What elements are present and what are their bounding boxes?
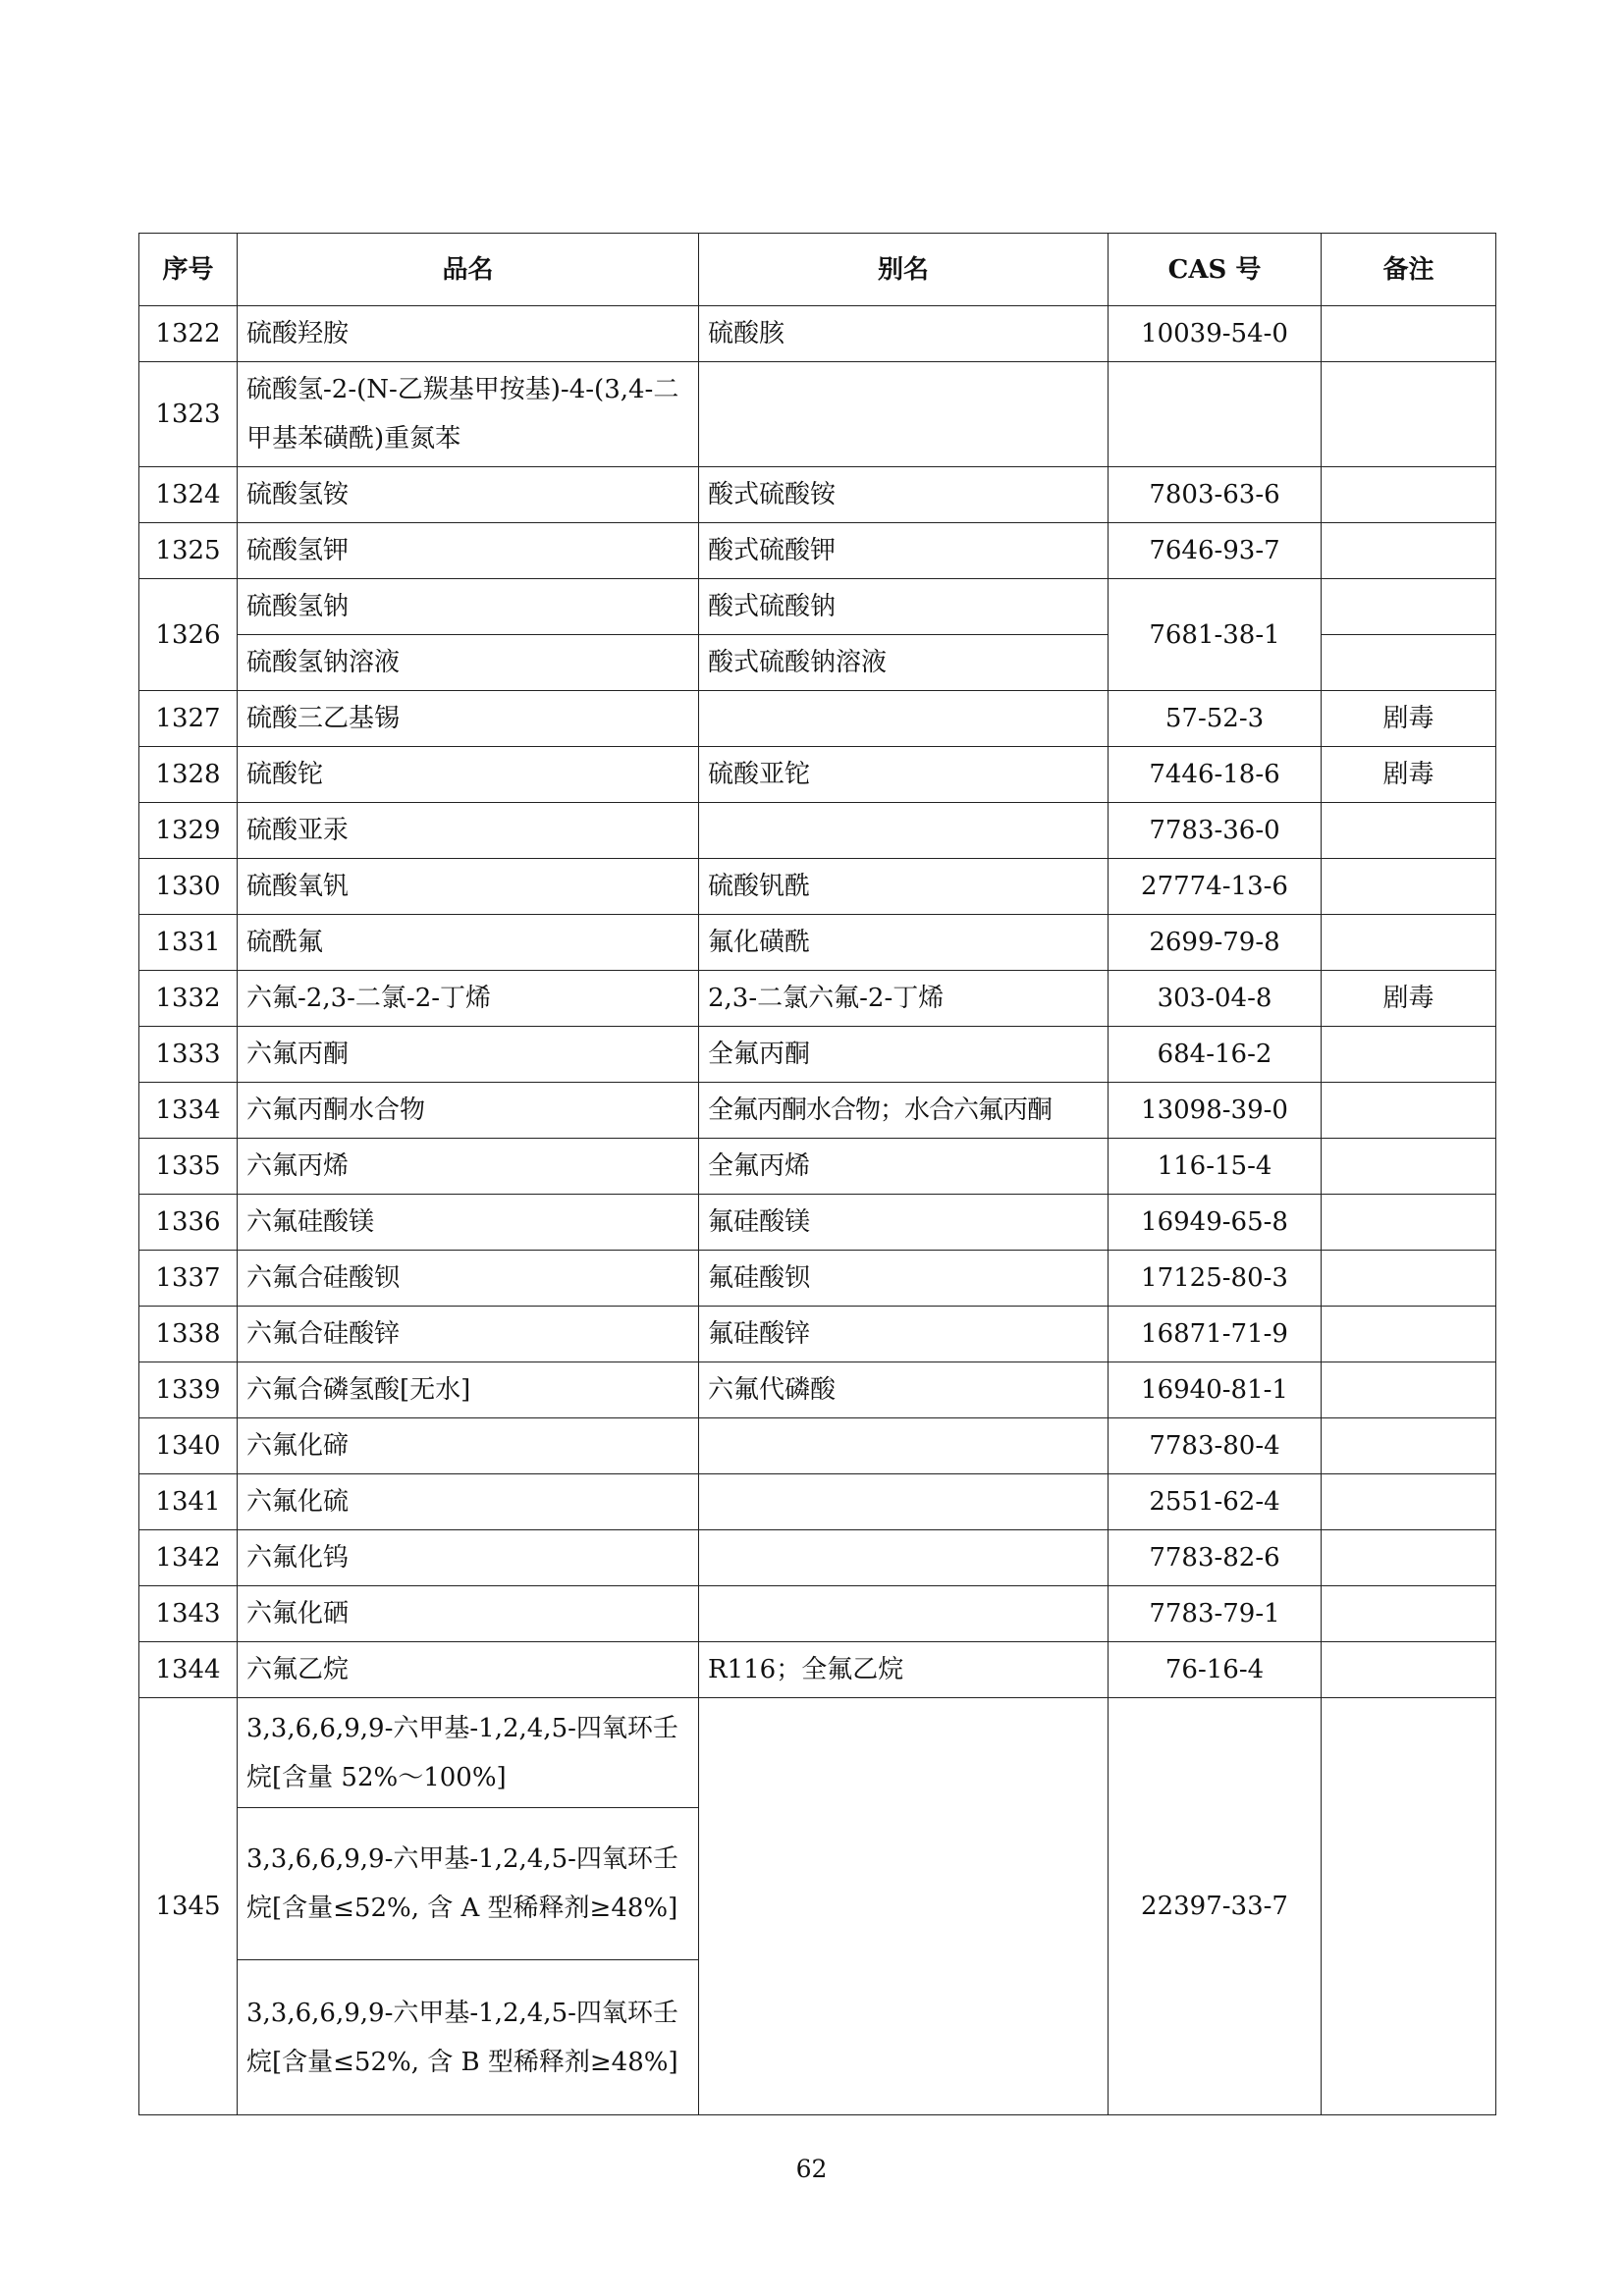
cell-no: 1344 <box>139 1642 238 1698</box>
cell-no: 1339 <box>139 1362 238 1418</box>
cell-cas: 303-04-8 <box>1109 971 1322 1027</box>
table-row <box>139 691 1496 747</box>
cell-alias: 全氟丙烯 <box>699 1139 1109 1195</box>
cell-cas: 13098-39-0 <box>1109 1083 1322 1139</box>
table-row <box>139 362 1496 467</box>
cell-name: 硫酸铊 <box>238 747 699 803</box>
header-note: 备注 <box>1322 234 1496 306</box>
table-row <box>139 803 1496 859</box>
cell-cas: 10039-54-0 <box>1109 306 1322 362</box>
cell-note <box>1322 362 1496 467</box>
header-no: 序号 <box>139 234 238 306</box>
cell-no: 1341 <box>139 1474 238 1530</box>
cell-name: 六氟化钨 <box>238 1530 699 1586</box>
cell-note <box>1322 915 1496 971</box>
table-row <box>139 1418 1496 1474</box>
cell-name: 六氟合磷氢酸[无水] <box>238 1362 699 1418</box>
cell-alias: 酸式硫酸钾 <box>699 523 1109 579</box>
cell-no: 1340 <box>139 1418 238 1474</box>
cell-alias <box>699 691 1109 747</box>
cell-name: 六氟丙烯 <box>238 1139 699 1195</box>
cell-cas: 7681-38-1 <box>1109 579 1322 691</box>
cell-name: 硫酸氧钒 <box>238 859 699 915</box>
table-row <box>139 1362 1496 1418</box>
cell-name: 硫酰氟 <box>238 915 699 971</box>
cell-alias: R116；全氟乙烷 <box>699 1642 1109 1698</box>
cell-no: 1323 <box>139 362 238 467</box>
cell-alias <box>699 362 1109 467</box>
cell-name: 3,3,6,6,9,9-六甲基-1,2,4,5-四氧环壬烷[含量≤52%, 含 A 型稀释剂≥48%] <box>238 1808 699 1960</box>
table-row <box>139 1474 1496 1530</box>
cell-name: 六氟硅酸镁 <box>238 1195 699 1251</box>
page-number: 62 <box>795 2155 828 2183</box>
cell-no: 1333 <box>139 1027 238 1083</box>
cell-note <box>1322 1251 1496 1307</box>
cell-note <box>1322 1307 1496 1362</box>
cell-cas: 7783-79-1 <box>1109 1586 1322 1642</box>
cell-no: 1324 <box>139 467 238 523</box>
cell-note <box>1322 1474 1496 1530</box>
cell-alias: 氟硅酸锌 <box>699 1307 1109 1362</box>
cell-name: 3,3,6,6,9,9-六甲基-1,2,4,5-四氧环壬烷[含量 52%～100%] <box>238 1698 699 1808</box>
cell-name: 六氟丙酮 <box>238 1027 699 1083</box>
table-row <box>139 1083 1496 1139</box>
table-row <box>139 1586 1496 1642</box>
table-row <box>139 1698 1496 1808</box>
cell-no: 1325 <box>139 523 238 579</box>
cell-alias: 酸式硫酸钠 <box>699 579 1109 635</box>
cell-note <box>1322 1027 1496 1083</box>
cell-cas: 17125-80-3 <box>1109 1251 1322 1307</box>
cell-alias: 硫酸钒酰 <box>699 859 1109 915</box>
cell-note <box>1322 1530 1496 1586</box>
table-row <box>139 523 1496 579</box>
cell-alias <box>699 803 1109 859</box>
table-header-row <box>139 234 1496 306</box>
cell-no: 1331 <box>139 915 238 971</box>
cell-alias: 全氟丙酮水合物；水合六氟丙酮 <box>699 1083 1109 1139</box>
cell-no: 1328 <box>139 747 238 803</box>
cell-no: 1326 <box>139 579 238 691</box>
cell-name: 硫酸亚汞 <box>238 803 699 859</box>
cell-alias: 硫酸胲 <box>699 306 1109 362</box>
cell-no: 1334 <box>139 1083 238 1139</box>
table-row <box>139 1530 1496 1586</box>
cell-note <box>1322 1083 1496 1139</box>
cell-name: 六氟合硅酸锌 <box>238 1307 699 1362</box>
cell-note: 剧毒 <box>1322 691 1496 747</box>
cell-name: 硫酸氢钾 <box>238 523 699 579</box>
table-row <box>139 1642 1496 1698</box>
cell-name: 硫酸氢-2-(N-乙羰基甲按基)-4-(3,4-二甲基苯磺酰)重氮苯 <box>238 362 699 467</box>
table-row <box>139 1195 1496 1251</box>
header-alias: 别名 <box>699 234 1109 306</box>
cell-alias: 酸式硫酸铵 <box>699 467 1109 523</box>
cell-alias: 氟硅酸镁 <box>699 1195 1109 1251</box>
cell-alias <box>699 1698 1109 2115</box>
cell-note <box>1322 306 1496 362</box>
cell-no: 1343 <box>139 1586 238 1642</box>
cell-cas: 7803-63-6 <box>1109 467 1322 523</box>
cell-cas: 7783-82-6 <box>1109 1530 1322 1586</box>
cell-cas: 22397-33-7 <box>1109 1698 1322 2115</box>
cell-cas: 684-16-2 <box>1109 1027 1322 1083</box>
cell-note <box>1322 1139 1496 1195</box>
cell-cas: 7783-36-0 <box>1109 803 1322 859</box>
cell-note <box>1322 1642 1496 1698</box>
cell-name: 六氟合硅酸钡 <box>238 1251 699 1307</box>
cell-cas: 16940-81-1 <box>1109 1362 1322 1418</box>
cell-name: 硫酸氢钠溶液 <box>238 635 699 691</box>
table-row <box>139 467 1496 523</box>
cell-cas: 16949-65-8 <box>1109 1195 1322 1251</box>
cell-note: 剧毒 <box>1322 747 1496 803</box>
cell-note <box>1322 635 1496 691</box>
cell-note <box>1322 579 1496 635</box>
table-row <box>139 971 1496 1027</box>
cell-alias <box>699 1530 1109 1586</box>
cell-no: 1327 <box>139 691 238 747</box>
cell-name: 硫酸三乙基锡 <box>238 691 699 747</box>
cell-note <box>1322 467 1496 523</box>
cell-note <box>1322 1418 1496 1474</box>
table-row <box>139 1307 1496 1362</box>
cell-note <box>1322 1698 1496 2115</box>
table-row <box>139 915 1496 971</box>
cell-no: 1322 <box>139 306 238 362</box>
cell-name: 硫酸羟胺 <box>238 306 699 362</box>
cell-name: 六氟化硫 <box>238 1474 699 1530</box>
cell-alias: 六氟代磷酸 <box>699 1362 1109 1418</box>
cell-alias: 氟硅酸钡 <box>699 1251 1109 1307</box>
cell-name: 六氟化碲 <box>238 1418 699 1474</box>
cell-name: 六氟-2,3-二氯-2-丁烯 <box>238 971 699 1027</box>
cell-note <box>1322 803 1496 859</box>
chemical-table <box>138 233 1496 2115</box>
cell-cas: 16871-71-9 <box>1109 1307 1322 1362</box>
table-row <box>139 859 1496 915</box>
cell-no: 1336 <box>139 1195 238 1251</box>
cell-name: 六氟化硒 <box>238 1586 699 1642</box>
cell-note <box>1322 1586 1496 1642</box>
cell-alias: 酸式硫酸钠溶液 <box>699 635 1109 691</box>
cell-note <box>1322 1195 1496 1251</box>
cell-cas: 76-16-4 <box>1109 1642 1322 1698</box>
cell-cas: 2551-62-4 <box>1109 1474 1322 1530</box>
cell-alias: 全氟丙酮 <box>699 1027 1109 1083</box>
cell-note <box>1322 1362 1496 1418</box>
cell-no: 1329 <box>139 803 238 859</box>
cell-name: 硫酸氢铵 <box>238 467 699 523</box>
cell-alias <box>699 1418 1109 1474</box>
table-row <box>139 306 1496 362</box>
cell-name: 硫酸氢钠 <box>238 579 699 635</box>
cell-note <box>1322 859 1496 915</box>
cell-cas: 7446-18-6 <box>1109 747 1322 803</box>
cell-no: 1332 <box>139 971 238 1027</box>
cell-alias: 硫酸亚铊 <box>699 747 1109 803</box>
table-row <box>139 747 1496 803</box>
table-row <box>139 1139 1496 1195</box>
cell-cas: 7646-93-7 <box>1109 523 1322 579</box>
cell-name: 六氟乙烷 <box>238 1642 699 1698</box>
cell-cas <box>1109 362 1322 467</box>
cell-no: 1345 <box>139 1698 238 2115</box>
table-row <box>139 579 1496 635</box>
cell-no: 1335 <box>139 1139 238 1195</box>
cell-cas: 2699-79-8 <box>1109 915 1322 971</box>
cell-cas: 27774-13-6 <box>1109 859 1322 915</box>
cell-name: 六氟丙酮水合物 <box>238 1083 699 1139</box>
cell-alias <box>699 1586 1109 1642</box>
cell-name: 3,3,6,6,9,9-六甲基-1,2,4,5-四氧环壬烷[含量≤52%, 含 B 型稀释剂≥48%] <box>238 1960 699 2115</box>
cell-alias: 2,3-二氯六氟-2-丁烯 <box>699 971 1109 1027</box>
cell-cas: 116-15-4 <box>1109 1139 1322 1195</box>
cell-no: 1338 <box>139 1307 238 1362</box>
cell-no: 1330 <box>139 859 238 915</box>
cell-note <box>1322 523 1496 579</box>
table-row <box>139 1251 1496 1307</box>
cell-no: 1337 <box>139 1251 238 1307</box>
cell-no: 1342 <box>139 1530 238 1586</box>
cell-cas: 57-52-3 <box>1109 691 1322 747</box>
header-name: 品名 <box>238 234 699 306</box>
cell-alias <box>699 1474 1109 1530</box>
cell-alias: 氟化磺酰 <box>699 915 1109 971</box>
table-row <box>139 1027 1496 1083</box>
cell-note: 剧毒 <box>1322 971 1496 1027</box>
header-cas: CAS 号 <box>1109 234 1322 306</box>
cell-cas: 7783-80-4 <box>1109 1418 1322 1474</box>
